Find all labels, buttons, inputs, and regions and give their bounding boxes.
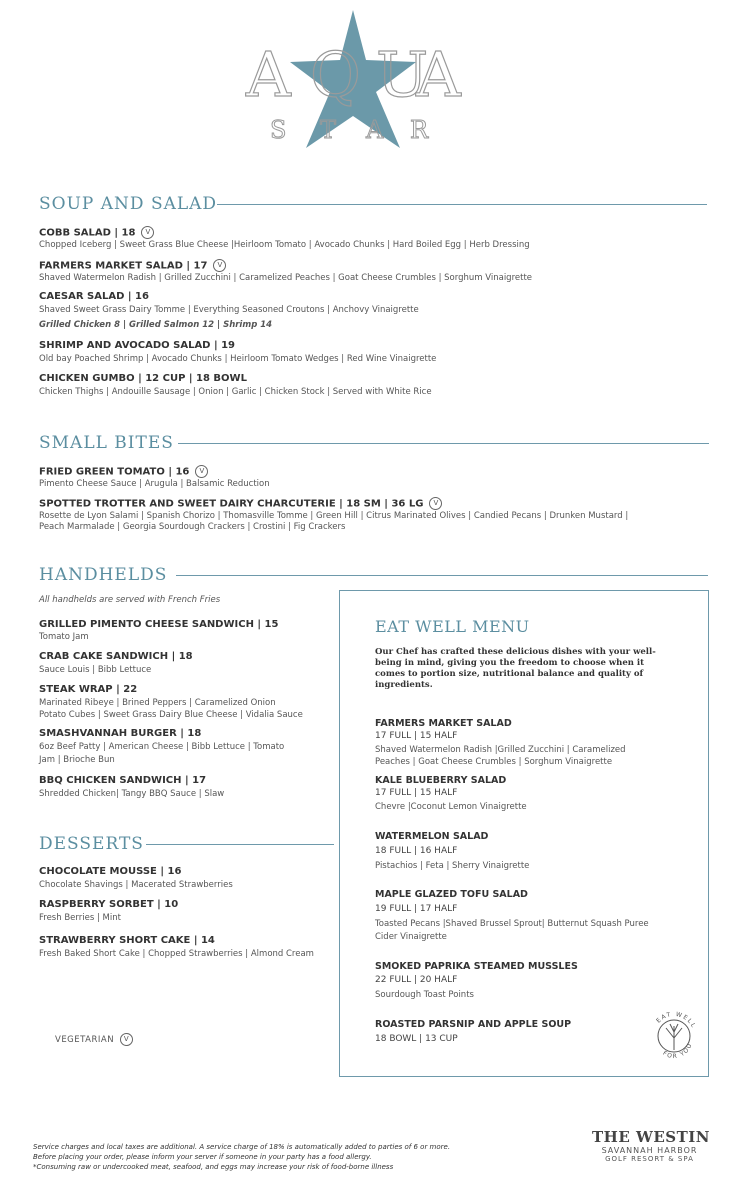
menu-item-name: SMASHVANNAH BURGER | 18: [39, 728, 202, 739]
eat-well-item-desc: Peaches | Goat Cheese Crumbles | Sorghum Vinaigrette: [375, 757, 613, 767]
eat-well-item-price: 19 FULL | 17 HALF: [375, 904, 458, 914]
eat-well-item-name: FARMERS MARKET SALAD: [375, 718, 512, 729]
westin-brand-name: THE WESTIN: [592, 1128, 710, 1146]
soup-salad-title: SOUP AND SALAD: [39, 194, 218, 214]
eat-well-item-name: MAPLE GLAZED TOFU SALAD: [375, 889, 528, 900]
eat-well-item-desc: Cider Vinaigrette: [375, 932, 447, 942]
menu-item-name: STEAK WRAP | 22: [39, 684, 138, 695]
eat-well-item-desc: Shaved Watermelon Radish |Grilled Zucchini | Caramelized: [375, 745, 626, 755]
desserts-rule: [146, 844, 334, 845]
menu-item-desc: 6oz Beef Patty | American Cheese | Bibb Lettuce | Tomato: [39, 742, 285, 752]
menu-item-desc: Chopped Iceberg | Sweet Grass Blue Cheese |Heirloom Tomato | Avocado Chunks | Hard Boiled Egg | Herb Dressing: [39, 240, 530, 250]
eat-well-badge: [644, 1006, 704, 1066]
eat-well-leaf-icon: [644, 1006, 704, 1066]
footer-line: *Consuming raw or undercooked meat, seafood, and eggs may increase your risk of food-borne illness: [33, 1163, 394, 1171]
footer-line: Before placing your order, please inform your server if someone in your party has a food allergy.: [33, 1153, 372, 1161]
menu-item-addons: Grilled Chicken 8 | Grilled Salmon 12 | Shrimp 14: [39, 320, 273, 330]
vegetarian-icon: V: [120, 1033, 133, 1046]
vegetarian-icon: V: [429, 497, 442, 510]
logo-letter-3: U: [376, 38, 429, 111]
westin-sub-2: GOLF RESORT & SPA: [605, 1155, 694, 1163]
menu-item-desc: Potato Cubes | Sweet Grass Dairy Blue Cheese | Vidalia Sauce: [39, 710, 303, 720]
logo-letter-1: A: [246, 38, 291, 111]
eat-well-item-price: 18 BOWL | 13 CUP: [375, 1034, 458, 1044]
menu-item-desc: Fresh Berries | Mint: [39, 913, 121, 923]
logo-letter-4: A: [416, 38, 461, 111]
eat-well-item-desc: Toasted Pecans |Shaved Brussel Sprout| Butternut Squash Puree: [375, 919, 649, 929]
menu-item-name: CHICKEN GUMBO | 12 CUP | 18 BOWL: [39, 373, 247, 384]
vegetarian-legend: VEGETARIAN V: [55, 1033, 133, 1046]
aqua-star-logo: [238, 8, 468, 158]
menu-item-desc: Chicken Thighs | Andouille Sausage | Onion | Garlic | Chicken Stock | Served with White Rice: [39, 387, 432, 397]
eat-well-item-price: 17 FULL | 15 HALF: [375, 788, 458, 798]
westin-logo: [592, 1128, 710, 1163]
soup-salad-rule: [217, 204, 707, 205]
eat-well-item-price: 17 FULL | 15 HALF: [375, 731, 458, 741]
logo-letter-7: A: [366, 116, 384, 144]
eat-well-intro: Our Chef has crafted these delicious dishes with your well-being in mind, giving you the freedom to choose when it comes to portion size, nutritional balance and quality of ingredients.: [375, 647, 656, 690]
menu-item-desc: Shredded Chicken| Tangy BBQ Sauce | Slaw: [39, 789, 225, 799]
logo-letter-8: R: [410, 116, 429, 144]
vegetarian-icon: V: [195, 465, 208, 478]
vegetarian-icon: V: [141, 226, 154, 239]
menu-item-name: RASPBERRY SORBET | 10: [39, 899, 179, 910]
menu-item-name: COBB SALAD | 18 V: [39, 226, 154, 239]
menu-item-name: CRAB CAKE SANDWICH | 18: [39, 651, 193, 662]
eat-well-item-name: ROASTED PARSNIP AND APPLE SOUP: [375, 1019, 572, 1030]
menu-item-name: SHRIMP AND AVOCADO SALAD | 19: [39, 340, 236, 351]
menu-item-desc: Fresh Baked Short Cake | Chopped Strawberries | Almond Cream: [39, 949, 314, 959]
eat-well-item-price: 22 FULL | 20 HALF: [375, 975, 458, 985]
eat-well-item-desc: Chevre |Coconut Lemon Vinaigrette: [375, 802, 527, 812]
vegetarian-icon: V: [213, 259, 226, 272]
menu-item-name: CHOCOLATE MOUSSE | 16: [39, 866, 182, 877]
logo-letter-2: Q: [310, 38, 361, 111]
menu-item-desc: Old bay Poached Shrimp | Avocado Chunks | Heirloom Tomato Wedges | Red Wine Vinaigrette: [39, 354, 437, 364]
menu-item-name: GRILLED PIMENTO CHEESE SANDWICH | 15: [39, 619, 279, 630]
menu-item-name: CAESAR SALAD | 16: [39, 291, 149, 302]
menu-item-name: SPOTTED TROTTER AND SWEET DAIRY CHARCUTERIE | 18 SM | 36 LG V: [39, 497, 442, 510]
eat-well-item-desc: Pistachios | Feta | Sherry Vinaigrette: [375, 861, 530, 871]
menu-item-desc: Peach Marmalade | Georgia Sourdough Crackers | Crostini | Fig Crackers: [39, 522, 346, 532]
eat-well-item-name: SMOKED PAPRIKA STEAMED MUSSLES: [375, 961, 578, 972]
badge-top-text: EAT WELL: [655, 1010, 698, 1030]
westin-sub-1: SAVANNAH HARBOR: [601, 1146, 698, 1155]
small-bites-title: SMALL BITES: [39, 433, 174, 453]
menu-item-name: FRIED GREEN TOMATO | 16 V: [39, 465, 208, 478]
eat-well-item-price: 18 FULL | 16 HALF: [375, 846, 458, 856]
eat-well-title: EAT WELL MENU: [375, 617, 530, 636]
menu-item-desc: Tomato Jam: [39, 632, 89, 642]
handhelds-note: All handhelds are served with French Fries: [39, 595, 221, 605]
menu-item-desc: Pimento Cheese Sauce | Arugula | Balsamic Reduction: [39, 479, 270, 489]
logo-letter-5: S: [270, 116, 287, 144]
desserts-title: DESSERTS: [39, 834, 144, 854]
eat-well-item-desc: Sourdough Toast Points: [375, 990, 474, 1000]
handhelds-title: HANDHELDS: [39, 565, 168, 585]
small-bites-rule: [178, 443, 709, 444]
badge-bottom-text: FOR YOU: [661, 1041, 694, 1061]
menu-item-desc: Sauce Louis | Bibb Lettuce: [39, 665, 152, 675]
svg-text:FOR YOU: [661, 1042, 693, 1061]
menu-item-name: BBQ CHICKEN SANDWICH | 17: [39, 775, 207, 786]
menu-item-desc: Rosette de Lyon Salami | Spanish Chorizo | Thomasville Tomme | Green Hill | Citrus Marinated Olives | Candied Pecans | Drunken Mustard |: [39, 511, 629, 521]
menu-item-desc: Shaved Sweet Grass Dairy Tomme | Everything Seasoned Croutons | Anchovy Vinaigrette: [39, 305, 419, 315]
logo-letter-6: T: [320, 116, 337, 144]
menu-item-desc: Shaved Watermelon Radish | Grilled Zucchini | Caramelized Peaches | Goat Cheese Crumbles | Sorghum Vinaigrette: [39, 273, 533, 283]
menu-item-desc: Chocolate Shavings | Macerated Strawberries: [39, 880, 233, 890]
menu-item-desc: Jam | Brioche Bun: [39, 755, 115, 765]
menu-item-desc: Marinated Ribeye | Brined Peppers | Caramelized Onion: [39, 698, 276, 708]
star-logo-icon: [238, 8, 468, 158]
menu-item-name: STRAWBERRY SHORT CAKE | 14: [39, 935, 215, 946]
menu-item-name: FARMERS MARKET SALAD | 17 V: [39, 259, 226, 272]
handhelds-rule: [176, 575, 708, 576]
footer-line: Service charges and local taxes are additional. A service charge of 18% is automatically added to parties of 6 or more.: [33, 1143, 451, 1151]
eat-well-item-name: KALE BLUEBERRY SALAD: [375, 775, 507, 786]
eat-well-item-name: WATERMELON SALAD: [375, 831, 489, 842]
